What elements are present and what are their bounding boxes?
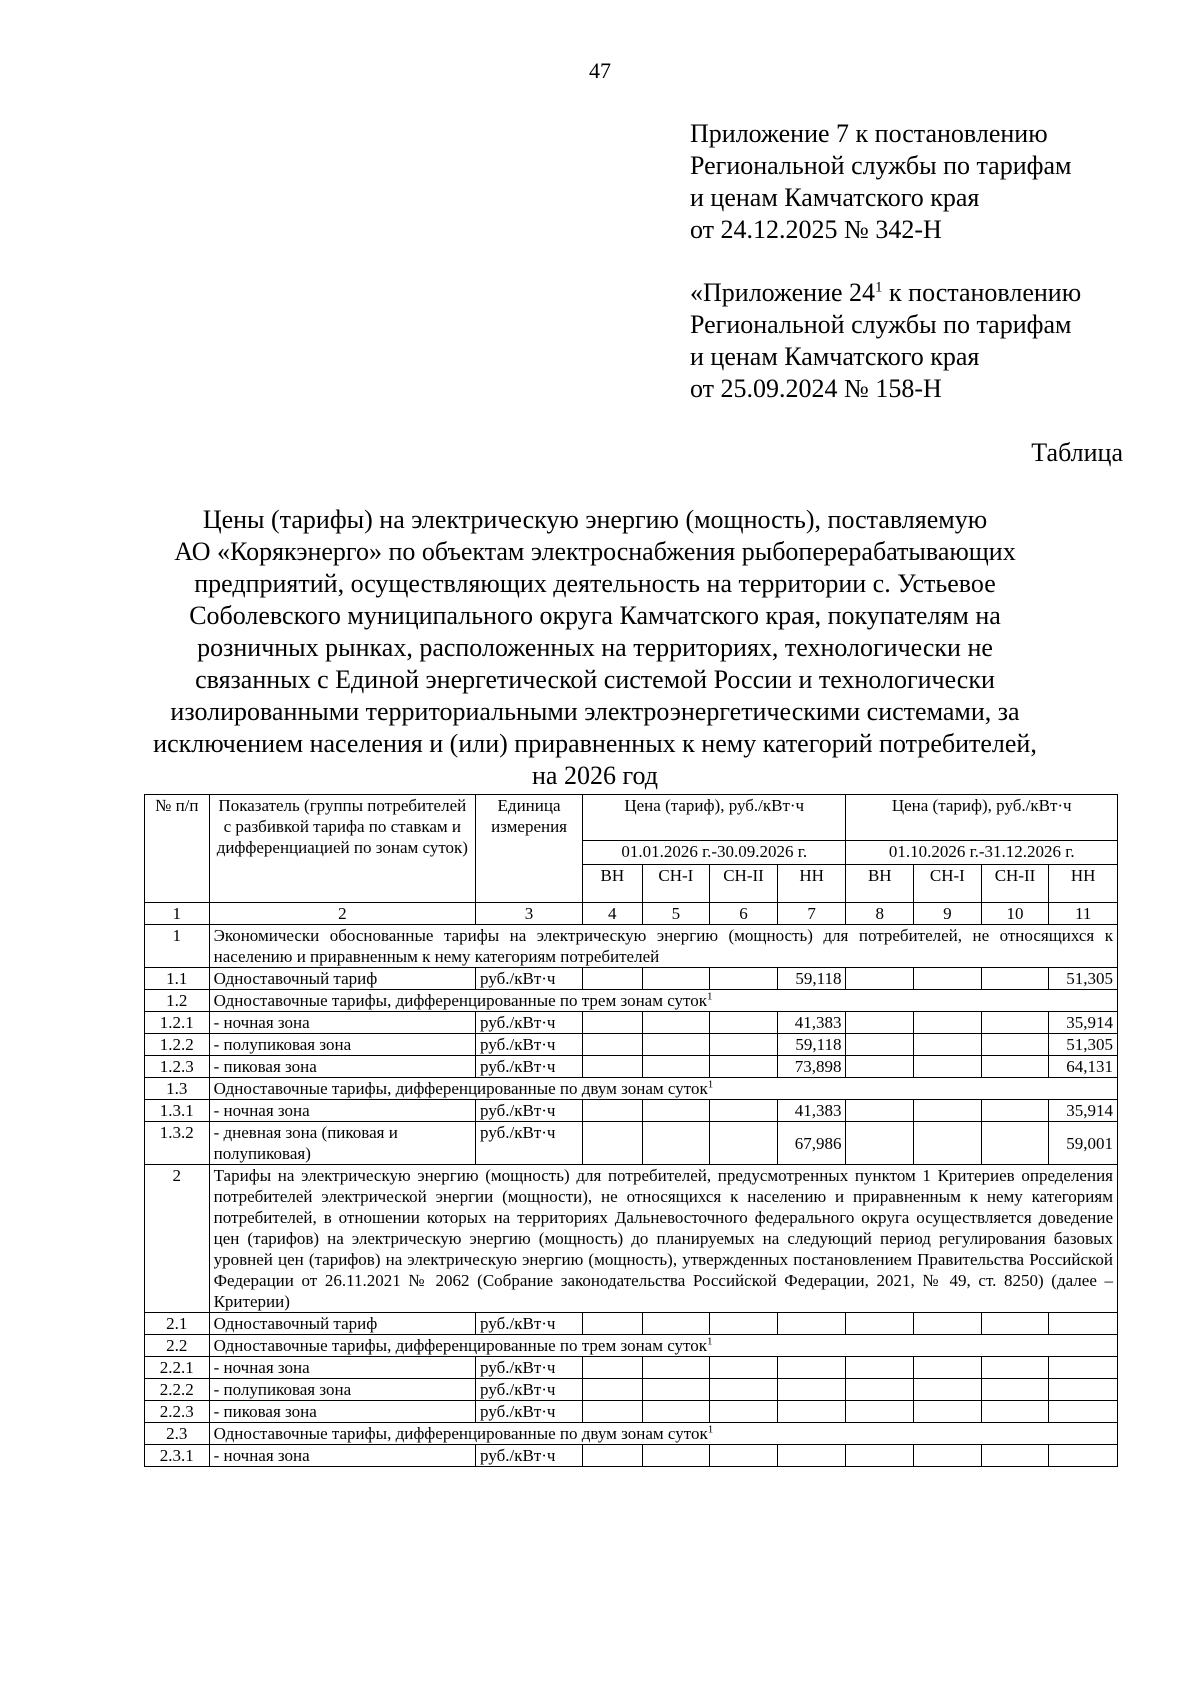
column-number: 1: [145, 903, 210, 925]
header-level: СН-II: [710, 865, 778, 903]
price-cell: 59,001: [1049, 1122, 1118, 1165]
header-price-label-2: Цена (тариф), руб./кВт·ч: [846, 795, 1118, 841]
price-cell: [710, 1056, 778, 1078]
row-number: 1.3.2: [145, 1122, 210, 1165]
price-cell: [846, 1445, 914, 1467]
title-line: связанных с Единой энергетической системой России и технологически: [195, 665, 995, 694]
price-cell: [981, 1445, 1049, 1467]
title-line: розничных рынках, расположенных на территориях, технологически не: [197, 633, 993, 662]
price-cell: [710, 1445, 778, 1467]
price-cell: [642, 1445, 710, 1467]
table-header: [145, 795, 1118, 925]
price-cell: [583, 1313, 643, 1335]
column-number: 2: [209, 903, 475, 925]
row-number: 1.3: [145, 1078, 210, 1100]
footnote-marker: 1: [707, 1335, 713, 1348]
price-cell: [642, 1313, 710, 1335]
unit-cell: руб./кВт·ч: [476, 968, 583, 990]
table-row: [145, 1012, 1118, 1034]
column-number: 6: [710, 903, 778, 925]
price-cell: [642, 1100, 710, 1122]
title-line: изолированными территориальными электроэнергетическими системами, за: [170, 697, 1020, 726]
price-cell: [914, 968, 982, 990]
row-number: 2.3: [145, 1423, 210, 1445]
price-cell: [914, 1379, 982, 1401]
header-unit: Единица измерения: [476, 795, 583, 903]
price-cell: 51,305: [1049, 1034, 1118, 1056]
column-number: 5: [642, 903, 710, 925]
indicator-name: - ночная зона: [209, 1012, 475, 1034]
annex-original-prefix: «Приложение 24: [690, 278, 876, 307]
header-period-2: 01.10.2026 г.-31.12.2026 г.: [846, 841, 1118, 865]
price-cell: [583, 1100, 643, 1122]
row-number: 1.2: [145, 990, 210, 1012]
table-row: [145, 968, 1118, 990]
price-cell: [846, 1313, 914, 1335]
unit-cell: руб./кВт·ч: [476, 1012, 583, 1034]
annex-current-line: и ценам Камчатского края: [690, 183, 980, 212]
price-cell: 67,986: [777, 1122, 846, 1165]
price-cell: [981, 1401, 1049, 1423]
group-title: [209, 990, 1117, 1012]
price-cell: [710, 1357, 778, 1379]
unit-cell: руб./кВт·ч: [476, 1122, 583, 1165]
annex-original-superscript: 1: [875, 279, 883, 296]
annex-original-first-line: [690, 277, 1081, 309]
row-number: 1.2.3: [145, 1056, 210, 1078]
price-cell: [914, 1012, 982, 1034]
table-row: [145, 1335, 1118, 1357]
unit-cell: руб./кВт·ч: [476, 1034, 583, 1056]
unit-cell: руб./кВт·ч: [476, 1379, 583, 1401]
row-text: Тарифы на электрическую энергию (мощность) для потребителей, предусмотренных пунктом 1 Критериев определения потребителей электрической энергии (мощности), не относящихся к населению и приравненным к нему категориям потребителей, в отношении которых на территориях Дальневосточного федерального округа осуществляется доведение цен (тарифов) на электрическую энергию (мощность) до планируемых на следующий период регулирования базовых уровней цен (тарифов) на электрическую энергию (мощность), утвержденных постановлением Правительства Российской Федерации от 26.11.2021 № 2062 (Собрание законодательства Российской Федерации, 2021, № 49, ст. 8250) (далее – Критерии): [213, 1166, 1113, 1311]
section-title: [209, 1165, 1117, 1313]
price-cell: [583, 1056, 643, 1078]
price-cell: [846, 1122, 914, 1165]
price-cell: [1049, 1357, 1118, 1379]
header-num: № п/п: [145, 795, 210, 903]
price-cell: [914, 1401, 982, 1423]
price-cell: [583, 968, 643, 990]
table-row: [145, 1313, 1118, 1335]
column-number: 4: [583, 903, 643, 925]
price-cell: [981, 1122, 1049, 1165]
unit-cell: руб./кВт·ч: [476, 1100, 583, 1122]
page-number: 47: [589, 58, 611, 83]
price-cell: [981, 1379, 1049, 1401]
unit-cell: руб./кВт·ч: [476, 1313, 583, 1335]
price-cell: [642, 1401, 710, 1423]
table-row: [145, 1122, 1118, 1165]
price-cell: [583, 1357, 643, 1379]
price-cell: [583, 1012, 643, 1034]
indicator-name: - ночная зона: [209, 1357, 475, 1379]
indicator-name: - полупиковая зона: [209, 1379, 475, 1401]
table-row: [145, 1078, 1118, 1100]
annex-original-suffix: к постановлению: [882, 278, 1082, 307]
table-row: [145, 1423, 1118, 1445]
title-line: предприятий, осуществляющих деятельность на территории с. Устьевое: [194, 569, 996, 598]
price-cell: [777, 1379, 846, 1401]
price-cell: [642, 1357, 710, 1379]
table-row: [145, 925, 1118, 968]
title-line: Цены (тарифы) на электрическую энергию (мощность), поставляемую: [202, 505, 988, 534]
price-cell: [846, 1056, 914, 1078]
price-cell: [1049, 1401, 1118, 1423]
row-text: Одноставочные тарифы, дифференцированные по двум зонам суток: [213, 1424, 708, 1443]
header-level: ВН: [846, 865, 914, 903]
annex-original-line: Региональной службы по тарифам: [690, 310, 1072, 339]
row-text: Одноставочные тарифы, дифференцированные по двум зонам суток: [213, 1079, 708, 1098]
price-cell: [642, 1379, 710, 1401]
title-line: на 2026 год: [532, 761, 658, 790]
header-price-label-1: Цена (тариф), руб./кВт·ч: [583, 795, 846, 841]
title-line: АО «Корякэнерго» по объектам электроснабжения рыбоперерабатывающих: [174, 537, 1016, 566]
column-number: 8: [846, 903, 914, 925]
price-cell: [710, 1034, 778, 1056]
price-cell: 41,383: [777, 1012, 846, 1034]
indicator-name: - пиковая зона: [209, 1056, 475, 1078]
price-cell: [914, 1056, 982, 1078]
price-cell: [642, 1056, 710, 1078]
price-cell: 41,383: [777, 1100, 846, 1122]
price-cell: [583, 1379, 643, 1401]
header-level: СН-II: [981, 865, 1049, 903]
price-cell: [710, 968, 778, 990]
title-line: исключением населения и (или) приравненных к нему категорий потребителей,: [153, 729, 1037, 758]
annex-original-block: [690, 277, 1081, 405]
table-row: [145, 990, 1118, 1012]
row-number: 2.1: [145, 1313, 210, 1335]
indicator-name: - ночная зона: [209, 1100, 475, 1122]
price-cell: [710, 1379, 778, 1401]
price-cell: [642, 1012, 710, 1034]
row-number: 1.2.1: [145, 1012, 210, 1034]
price-cell: [981, 1012, 1049, 1034]
table-row: [145, 1100, 1118, 1122]
price-cell: [981, 1100, 1049, 1122]
section-title: [209, 925, 1117, 968]
row-number: 2.2.2: [145, 1379, 210, 1401]
price-cell: [846, 1012, 914, 1034]
table-row: [145, 1056, 1118, 1078]
tariff-table: [144, 794, 1118, 1467]
table-row: [145, 1034, 1118, 1056]
row-number: 2: [145, 1165, 210, 1313]
indicator-name: Одноставочный тариф: [209, 1313, 475, 1335]
price-cell: 35,914: [1049, 1100, 1118, 1122]
price-cell: [583, 1401, 643, 1423]
price-cell: [846, 1034, 914, 1056]
price-cell: [777, 1357, 846, 1379]
header-level: СН-I: [642, 865, 710, 903]
price-cell: [981, 968, 1049, 990]
group-title: [209, 1335, 1117, 1357]
row-number: 1: [145, 925, 210, 968]
price-cell: [710, 1313, 778, 1335]
annex-original-line: от 25.09.2024 № 158-Н: [690, 374, 942, 403]
price-cell: [846, 968, 914, 990]
unit-cell: руб./кВт·ч: [476, 1357, 583, 1379]
price-cell: [846, 1100, 914, 1122]
footnote-marker: 1: [707, 990, 713, 1003]
price-cell: [583, 1034, 643, 1056]
price-cell: 35,914: [1049, 1012, 1118, 1034]
price-cell: 64,131: [1049, 1056, 1118, 1078]
price-cell: [777, 1313, 846, 1335]
row-number: 2.2: [145, 1335, 210, 1357]
footnote-marker: 1: [707, 1078, 714, 1091]
price-cell: 59,118: [777, 1034, 846, 1056]
header-level: ВН: [583, 865, 643, 903]
group-title: [209, 1423, 1117, 1445]
price-cell: [914, 1122, 982, 1165]
header-level: НН: [777, 865, 846, 903]
column-number: 9: [914, 903, 982, 925]
row-number: 1.3.1: [145, 1100, 210, 1122]
column-number: 11: [1049, 903, 1118, 925]
price-cell: [981, 1056, 1049, 1078]
price-cell: [710, 1012, 778, 1034]
price-cell: [642, 1122, 710, 1165]
annex-current-block: [690, 118, 1071, 246]
price-cell: [710, 1122, 778, 1165]
table-row: [145, 1165, 1118, 1313]
price-cell: [1049, 1379, 1118, 1401]
row-text: Одноставочные тарифы, дифференцированные по трем зонам суток: [213, 991, 708, 1010]
price-cell: [914, 1357, 982, 1379]
indicator-name: - пиковая зона: [209, 1401, 475, 1423]
unit-cell: руб./кВт·ч: [476, 1401, 583, 1423]
row-number: 2.3.1: [145, 1445, 210, 1467]
indicator-name: - полупиковая зона: [209, 1034, 475, 1056]
price-cell: 59,118: [777, 968, 846, 990]
price-cell: [914, 1313, 982, 1335]
price-cell: [846, 1357, 914, 1379]
header-level: НН: [1049, 865, 1118, 903]
header-period-1: 01.01.2026 г.-30.09.2026 г.: [583, 841, 846, 865]
table-row: [145, 1379, 1118, 1401]
row-number: 2.2.1: [145, 1357, 210, 1379]
price-cell: [846, 1379, 914, 1401]
price-cell: [583, 1122, 643, 1165]
table-row: [145, 1357, 1118, 1379]
table-row: [145, 1445, 1118, 1467]
header-indicator: Показатель (группы потребителей с разбивкой тарифа по ставкам и дифференциацией по зонам суток): [209, 795, 475, 903]
price-cell: [914, 1445, 982, 1467]
price-cell: [777, 1401, 846, 1423]
price-cell: [1049, 1445, 1118, 1467]
price-cell: [1049, 1313, 1118, 1335]
price-cell: [981, 1357, 1049, 1379]
table-row: [145, 1401, 1118, 1423]
column-number: 10: [981, 903, 1049, 925]
table-body: [145, 925, 1118, 1467]
document-title: [120, 504, 1070, 792]
price-cell: [914, 1034, 982, 1056]
row-number: 1.1: [145, 968, 210, 990]
annex-current-line: от 24.12.2025 № 342-Н: [690, 215, 942, 244]
column-number: 7: [777, 903, 846, 925]
price-cell: [642, 1034, 710, 1056]
row-number: 2.2.3: [145, 1401, 210, 1423]
indicator-name: Одноставочный тариф: [209, 968, 475, 990]
price-cell: [642, 968, 710, 990]
annex-current-line: Приложение 7 к постановлению: [690, 119, 1048, 148]
annex-current-line: Региональной службы по тарифам: [690, 151, 1072, 180]
price-cell: [981, 1313, 1049, 1335]
annex-original-line: и ценам Камчатского края: [690, 342, 980, 371]
price-cell: [914, 1100, 982, 1122]
price-cell: [846, 1401, 914, 1423]
column-number: 3: [476, 903, 583, 925]
unit-cell: руб./кВт·ч: [476, 1445, 583, 1467]
price-cell: 73,898: [777, 1056, 846, 1078]
title-line: Соболевского муниципального округа Камчатского края, покупателям на: [189, 601, 1001, 630]
row-number: 1.2.2: [145, 1034, 210, 1056]
table-label: Таблица: [1031, 438, 1123, 467]
price-cell: [710, 1100, 778, 1122]
header-level: СН-I: [914, 865, 982, 903]
row-text: Экономически обоснованные тарифы на электрическую энергию (мощность) для потребителей, не относящихся к населению и приравненным к нему категориям потребителей: [213, 926, 1113, 966]
row-text: Одноставочные тарифы, дифференцированные по трем зонам суток: [213, 1336, 708, 1355]
indicator-name: - дневная зона (пиковая и полупиковая): [209, 1122, 475, 1165]
price-cell: 51,305: [1049, 968, 1118, 990]
price-cell: [981, 1034, 1049, 1056]
price-cell: [710, 1401, 778, 1423]
price-cell: [777, 1445, 846, 1467]
price-cell: [583, 1445, 643, 1467]
footnote-marker: 1: [707, 1423, 714, 1436]
unit-cell: руб./кВт·ч: [476, 1056, 583, 1078]
group-title: [209, 1078, 1117, 1100]
indicator-name: - ночная зона: [209, 1445, 475, 1467]
